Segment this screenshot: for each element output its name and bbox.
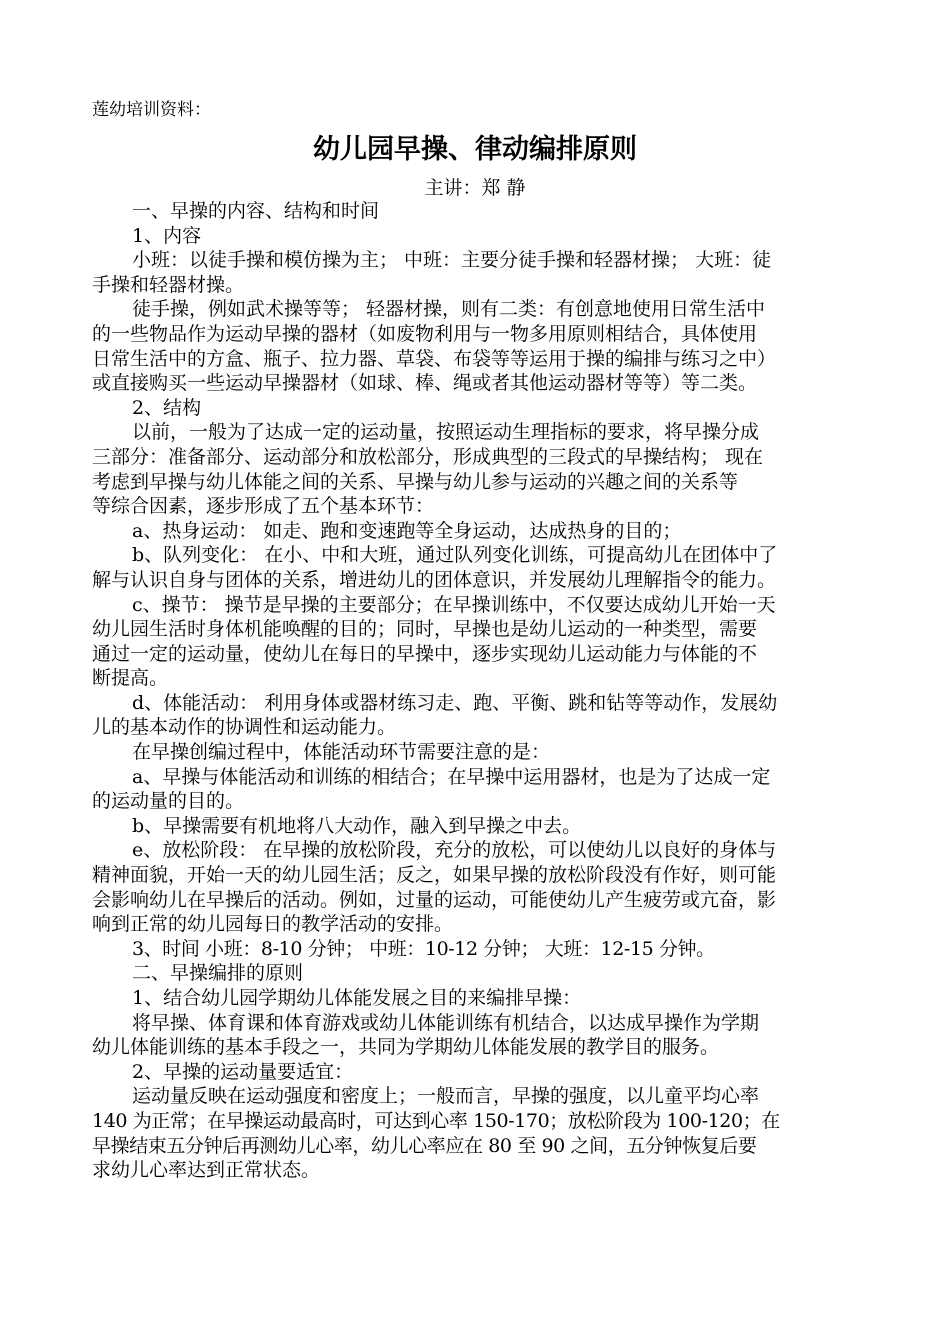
body-line: 在早操创编过程中，体能活动环节需要注意的是： [132,741,551,764]
body-line: 三部分：准备部分、运动部分和放松部分，形成典型的三段式的早操结构； 现在 [92,445,764,468]
body-line: 徒手操，例如武术操等等； 轻器材操，则有二类：有创意地使用日常生活中 [132,298,766,321]
body-line: 二、早操编排的原则 [132,962,304,985]
body-line: 将早操、体育课和体育游戏或幼儿体能训练有机结合，以达成早操作为学期 [132,1011,760,1034]
body-line: b、队列变化： 在小、中和大班，通过队列变化训练，可提高幼儿在团体中了 [132,544,778,567]
body-line: a、热身运动： 如走、跑和变速跑等全身运动，达成热身的目的； [132,519,682,542]
body-line: a、早操与体能活动和训练的相结合；在早操中运用器材，也是为了达成一定 [132,765,771,788]
body-line: b、早操需要有机地将八大动作，融入到早操之中去。 [132,814,582,837]
body-line: 的运动量的目的。 [92,790,245,813]
body-line: 2、结构 [132,396,202,419]
body-line: 以前，一般为了达成一定的运动量，按照运动生理指标的要求，将早操分成 [132,421,760,444]
body-line: 日常生活中的方盒、瓶子、拉力器、草袋、布袋等等运用于操的编排与练习之中） [92,347,777,370]
speaker-line: 主讲：郑 静 [424,177,526,199]
body-line: 求幼儿心率达到正常状态。 [92,1159,321,1182]
body-line: 的一些物品作为运动早操的器材（如废物利用与一物多用原则相结合，具体使用 [92,322,758,345]
body-line: 考虑到早操与幼儿体能之间的关系、早操与幼儿参与运动的兴趣之间的关系等 [92,470,739,493]
document-body [92,199,860,1183]
body-line: 或直接购买一些运动早操器材（如球、棒、绳或者其他运动器材等等）等二类。 [92,372,758,395]
body-line: 1、内容 [132,224,202,247]
body-line: 运动量反映在运动强度和密度上；一般而言，早操的强度，以儿童平均心率 [132,1085,760,1108]
body-line: e、放松阶段： 在早操的放松阶段，充分的放松，可以使幼儿以良好的身体与 [132,839,777,862]
body-line: 幼儿体能训练的基本手段之一，共同为学期幼儿体能发展的教学目的服务。 [92,1036,720,1059]
body-line: 幼儿园生活时身体机能唤醒的目的；同时，早操也是幼儿运动的一种类型，需要 [92,618,758,641]
body-line: 解与认识自身与团体的关系，增进幼儿的团体意识，并发展幼儿理解指令的能力。 [92,568,777,591]
body-line: 小班：以徒手操和模仿操为主； 中班：主要分徒手操和轻器材操； 大班：徒 [132,249,772,272]
body-line: 早操结束五分钟后再测幼儿心率，幼儿心率应在 80 至 90 之间，五分钟恢复后要 [92,1134,757,1157]
body-line: 一、早操的内容、结构和时间 [132,200,380,222]
body-line: 儿的基本动作的协调性和运动能力。 [92,716,397,739]
body-line: 手操和轻器材操。 [92,273,245,296]
body-line: 会影响幼儿在早操后的活动。例如，过量的运动，可能使幼儿产生疲劳或亢奋，影 [92,888,777,911]
header-note: 莲幼培训资料： [92,100,211,120]
body-line: 断提高。 [92,667,169,690]
body-line: 等综合因素，逐步形成了五个基本环节： [92,495,435,518]
body-line: 响到正常的幼儿园每日的教学活动的安排。 [92,913,454,936]
body-line: 140 为正常；在早操运动最高时，可达到心率 150-170；放松阶段为 100-120；在 [92,1109,780,1132]
body-line: d、体能活动： 利用身体或器材练习走、跑、平衡、跳和钻等等动作，发展幼 [132,691,778,714]
body-line: 3、时间 小班：8-10 分钟； 中班：10-12 分钟； 大班：12-15 分钟。 [132,937,715,960]
body-line: 通过一定的运动量，使幼儿在每日的早操中，逐步实现幼儿运动能力与体能的不 [92,642,758,665]
body-line: c、操节： 操节是早操的主要部分；在早操训练中，不仅要达成幼儿开始一天 [132,593,776,616]
document-title: 幼儿园早操、律动编排原则 [313,134,637,165]
body-line: 精神面貌，开始一天的幼儿园生活；反之，如果早操的放松阶段没有作好，则可能 [92,864,777,887]
body-line: 2、早操的运动量要适宜： [132,1060,354,1083]
body-line: 1、结合幼儿园学期幼儿体能发展之目的来编排早操： [132,987,582,1009]
